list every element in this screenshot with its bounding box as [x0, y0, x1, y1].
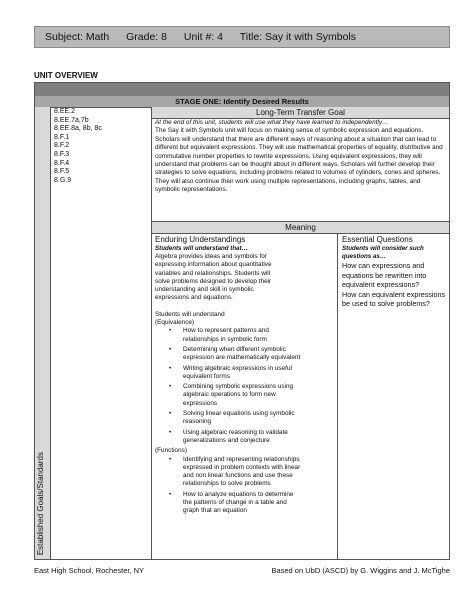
stage-one-heading: STAGE ONE: Identify Desired Results	[35, 96, 449, 108]
established-goals-column	[35, 107, 51, 559]
standard-item: 8.G.9	[54, 176, 72, 184]
subject-label: Subject: Math	[45, 31, 110, 43]
list-item: • Identifying and representing relationships expressed in problem contexts with linear and non linear functions and use these relationships to solve problems	[169, 455, 301, 488]
enduring-understandings-subtitle: Students will understand that…	[155, 245, 248, 252]
grade-label: Grade: 8	[126, 31, 167, 43]
long-term-goal-intro: At the end of this unit, students will use what they have learned to independently…	[155, 119, 389, 126]
long-term-goal-body	[152, 118, 449, 222]
enduring-understandings-column	[152, 233, 338, 559]
enduring-understandings-text: Algebra provides ideas and symbols for expressing information about quantitative variables and relationships. Students will solve problems designed to develop their understanding and skill in symbolic expressions and equations.	[155, 253, 272, 302]
standard-item: 8.EE.8a, 8b, 8c	[54, 125, 102, 133]
unit-title-label: Title: Say it with Symbols	[239, 31, 357, 43]
essential-questions-subtitle: Students will consider such questions as…	[342, 245, 424, 260]
functions-group-label: (Functions)	[155, 447, 187, 455]
standards-list	[51, 107, 152, 559]
footer-school: East High School, Rochester, NY	[34, 566, 145, 575]
functions-bullet-list	[155, 456, 334, 516]
stage-top-band	[35, 83, 449, 96]
list-item: • Combining symbolic expressions using algebraic operations to form new expressions	[169, 383, 294, 407]
essential-questions-column	[339, 233, 449, 559]
standard-item: 8.F.4	[54, 159, 70, 167]
stage-one-table	[34, 82, 450, 560]
essential-question-1: How can expressions and equations be rewritten into equivalent expressions?	[342, 261, 427, 289]
unit-overview-heading: UNIT OVERVIEW	[34, 71, 98, 80]
unit-header-bar	[34, 26, 450, 48]
list-item: • Solving linear equations using symbolic reasoning	[169, 410, 295, 426]
established-goals-label: Established Goals/Standards	[36, 451, 45, 555]
enduring-understandings-title: Enduring Understandings	[155, 235, 246, 244]
standard-item: 8.F.5	[54, 168, 70, 176]
standard-item: 8.F.2	[54, 142, 70, 150]
list-item: • Using algebraic reasoning to validate generalizations and conjecture	[169, 428, 288, 444]
standard-item: 8.F.1	[54, 133, 70, 141]
long-term-goal-heading: Long-Term Transfer Goal	[152, 107, 449, 119]
list-item: • How to represent patterns and relationships in symbolic form	[169, 327, 269, 343]
essential-question-2: How can equivalent expressions be used to solve problems?	[342, 289, 446, 308]
footer-credit: Based on UbD (ASCD) by G. Wiggins and J. McTighe	[271, 566, 450, 575]
list-item: • Writing algebraic expressions in useful equivalent forms	[169, 364, 292, 380]
equivalence-bullet-list	[155, 327, 334, 445]
list-item: • How to analyze equations to determine the patterns of change in a table and graph that an equation	[169, 490, 294, 515]
standard-item: 8.F.3	[54, 150, 70, 158]
unit-number-label: Unit #: 4	[183, 31, 224, 43]
essential-questions-title: Essential Questions	[342, 235, 413, 244]
students-will-understand-label: Students will understand	[155, 310, 225, 318]
standard-item: 8.EE.7a,7b	[54, 116, 89, 124]
meaning-heading: Meaning	[152, 222, 449, 234]
list-item: • Determining when different symbolic expression are mathematically equivalent	[169, 345, 301, 362]
standard-item: 8.EE.2	[54, 108, 76, 115]
equivalence-group-label: (Equivalence)	[155, 319, 195, 327]
long-term-goal-text: The Say it with Symbols unit will focus on making sense of symbolic expression and equations. Scholars will understand that there are different ways of reasoning about a situation that can lead to different but equivalent expressions. They will use mathematical properties of equality, distributive and commutative number properties to rewrite expressions. Using equivalent expressions, they will understand that problems can be thought about in different ways. Scholars will further develop their strategies to solve equations, including problems related to volumes of cylinders, cones and spheres. They will also continue their work using multiple representations, including graphs, tables, and symbolic representations.	[155, 127, 443, 194]
